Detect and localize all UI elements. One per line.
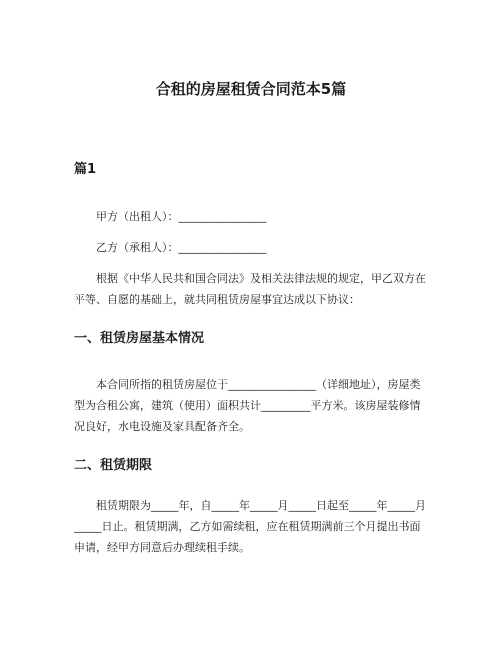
part-heading: 篇1 [74, 162, 97, 177]
party-b-line: 乙方（承租人）：________________ [96, 241, 267, 254]
party-a-line: 甲方（出租人）：________________ [96, 210, 267, 223]
section-body-lease-term: 租赁期限为_____年，自_____年_____月_____日起至_____年_____月_____日止。租赁期满，乙方如需续租，应在租赁期满前三个月提出书面申请，经甲方同意后办理续租手续。 [74, 499, 426, 554]
section-body-lease-property: 本合同所指的租赁房屋位于________________（详细地址），房屋类型为合租公寓，建筑（使用）面积共计_________平方米。该房屋装修情况良好，水电设施及家具配备齐全。 [74, 378, 421, 433]
document-title: 合租的房屋租赁合同范本5篇 [155, 80, 347, 98]
section-heading-lease-property: 一、租赁房屋基本情况 [74, 331, 205, 346]
section-heading-lease-term: 二、租赁期限 [74, 458, 153, 473]
intro-paragraph: 根据《中华人民共和国合同法》及相关法律法规的规定，甲乙双方在平等、自愿的基础上，就共同租赁房屋事宜达成以下协议： [74, 272, 426, 306]
